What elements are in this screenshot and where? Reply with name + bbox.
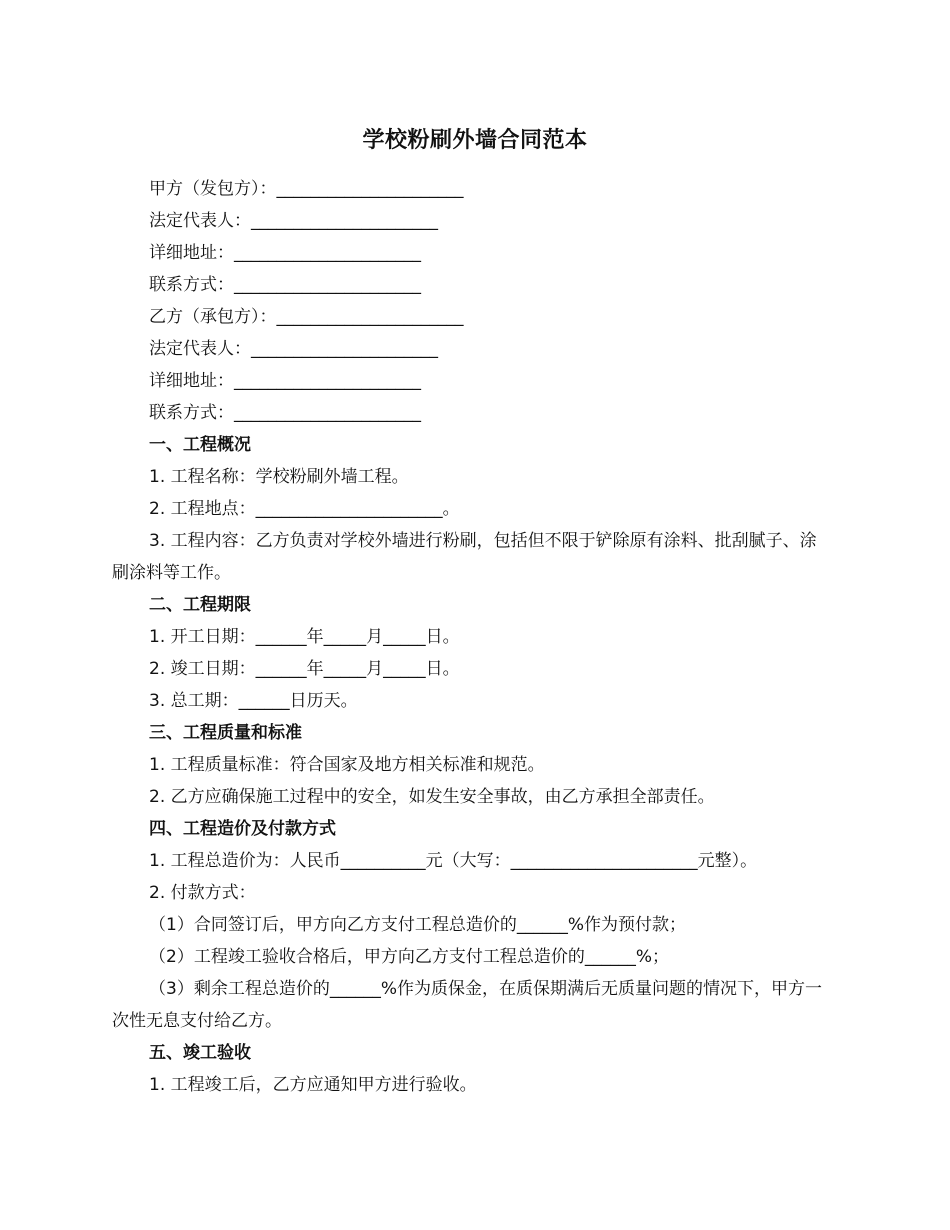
party-b-representative-line: 法定代表人：______________________ <box>149 339 438 359</box>
section-heading-acceptance: 五、竣工验收 <box>149 1043 251 1063</box>
project-location-line: 2. 工程地点：______________________。 <box>149 499 460 519</box>
safety-line: 2. 乙方应确保施工过程中的安全，如发生安全事故，由乙方承担全部责任。 <box>149 787 715 807</box>
party-a-contact-line: 联系方式：______________________ <box>149 275 421 295</box>
section-heading-project-overview: 一、工程概况 <box>149 435 251 455</box>
payment-item-2: （2）工程竣工验收合格后，甲方向乙方支付工程总造价的______%； <box>149 947 669 967</box>
party-b-address-line: 详细地址：______________________ <box>149 371 421 391</box>
project-content-paragraph: 3. 工程内容：乙方负责对学校外墙进行粉刷，包括但不限于铲除原有涂料、批刮腻子、涂刷涂料等工作。 <box>112 531 817 583</box>
party-b-line: 乙方（承包方）：______________________ <box>149 307 464 327</box>
document-title: 学校粉刷外墙合同范本 <box>362 128 588 153</box>
payment-item-3: （3）剩余工程总造价的______%作为质保金，在质保期满后无质量问题的情况下，甲方一次性无息支付给乙方。 <box>112 979 822 1031</box>
acceptance-line: 1. 工程竣工后，乙方应通知甲方进行验收。 <box>149 1075 477 1095</box>
party-a-representative-line: 法定代表人：______________________ <box>149 211 438 231</box>
start-date-line: 1. 开工日期：______年_____月_____日。 <box>149 627 460 647</box>
party-b-contact-line: 联系方式：______________________ <box>149 403 421 423</box>
payment-method-line: 2. 付款方式： <box>149 883 256 903</box>
section-heading-quality: 三、工程质量和标准 <box>149 723 302 743</box>
total-cost-line: 1. 工程总造价为：人民币__________元（大写：______________________元整）。 <box>149 851 758 871</box>
project-name-line: 1. 工程名称：学校粉刷外墙工程。 <box>149 467 409 487</box>
document-body <box>112 173 830 1101</box>
total-duration-line: 3. 总工期：______日历天。 <box>149 691 358 711</box>
section-heading-cost-payment: 四、工程造价及付款方式 <box>149 819 336 839</box>
completion-date-line: 2. 竣工日期：______年_____月_____日。 <box>149 659 460 679</box>
party-a-address-line: 详细地址：______________________ <box>149 243 421 263</box>
section-heading-project-period: 二、工程期限 <box>149 595 251 615</box>
party-a-line: 甲方（发包方）：______________________ <box>149 179 464 199</box>
quality-standard-line: 1. 工程质量标准：符合国家及地方相关标准和规范。 <box>149 755 545 775</box>
payment-item-1: （1）合同签订后，甲方向乙方支付工程总造价的______%作为预付款； <box>149 915 686 935</box>
